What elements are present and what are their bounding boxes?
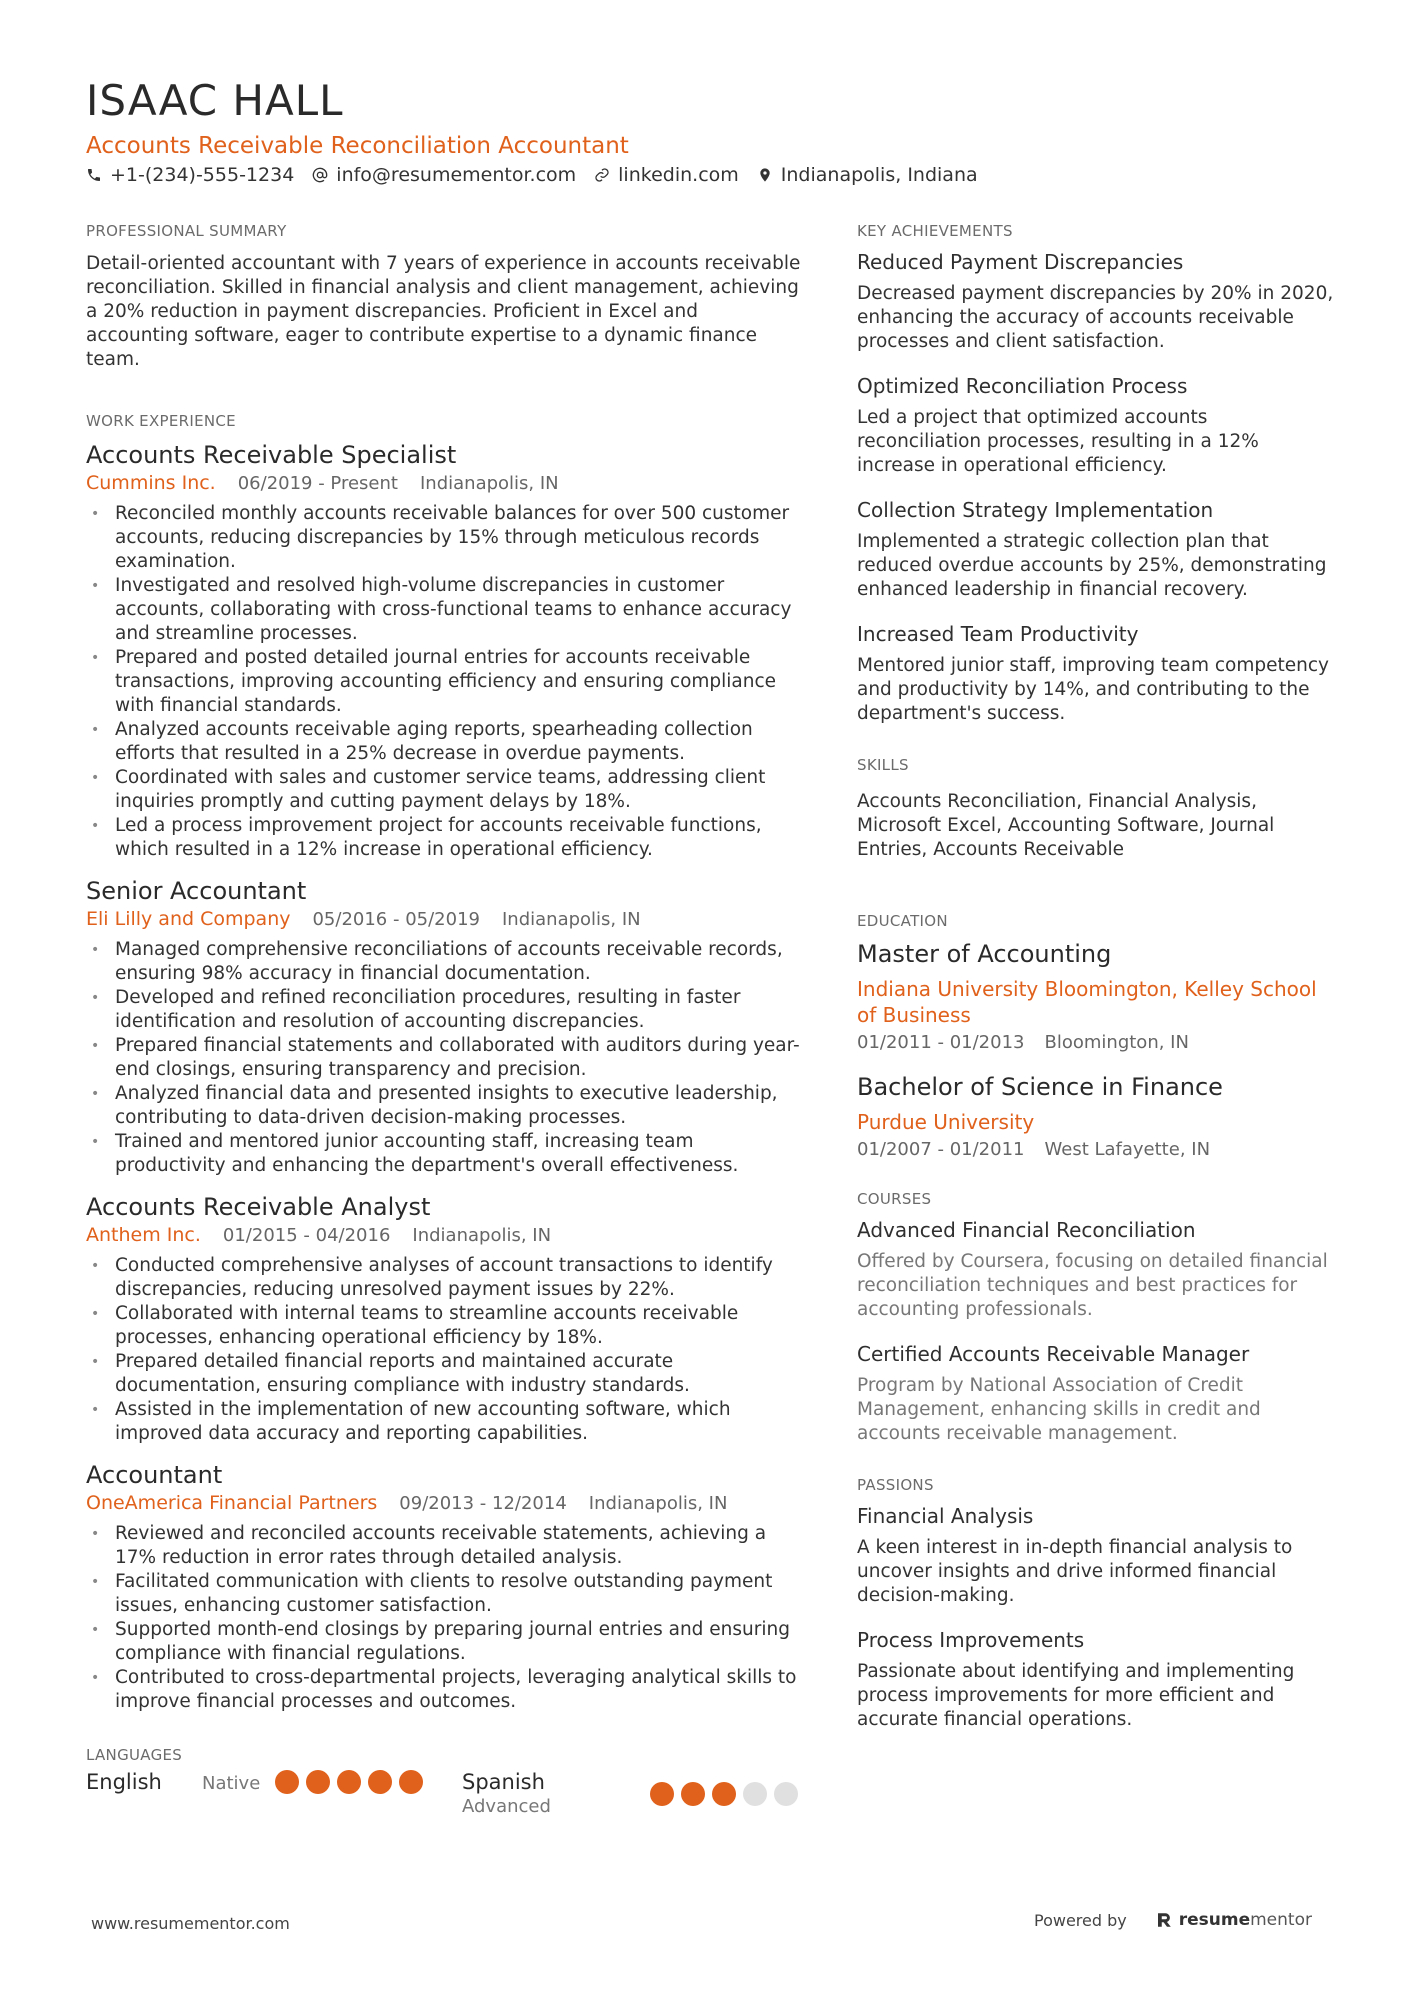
rating-dot-filled	[337, 1770, 361, 1794]
achievements-heading: KEY ACHIEVEMENTS	[857, 222, 1013, 240]
location-text: Indianapolis, Indiana	[780, 164, 978, 186]
language-name: Spanish	[462, 1770, 545, 1794]
job-dates: 01/2015 - 04/2016	[222, 1225, 391, 1246]
job-company: Cummins Inc.	[86, 472, 216, 494]
achievement-item	[857, 498, 1337, 602]
summary-heading: PROFESSIONAL SUMMARY	[86, 222, 287, 240]
course-item	[857, 1218, 1337, 1322]
job-bullet: • Reconciled monthly accounts receivable balances for over 500 customer accounts, reducing discrepancies by 15% through meticulous records examination.	[86, 502, 806, 574]
language-spanish	[462, 1770, 805, 1817]
education-meta	[857, 1139, 1337, 1160]
experience-heading: WORK EXPERIENCE	[86, 412, 236, 430]
candidate-title: Accounts Receivable Reconciliation Accountant	[86, 133, 629, 159]
passion-title: Process Improvements	[857, 1628, 1085, 1652]
passion-desc: Passionate about identifying and implementing process improvements for more efficient and accurate financial operations.	[857, 1661, 1295, 1730]
job-bullets	[86, 938, 806, 1178]
rating-dot-filled	[275, 1770, 299, 1794]
rating-dot-empty	[774, 1782, 798, 1806]
email-text: info@resumementor.com	[336, 164, 577, 186]
language-rating	[650, 1782, 805, 1806]
course-desc: Offered by Coursera, focusing on detailed financial reconciliation techniques and best practices for accounting professionals.	[857, 1251, 1328, 1320]
job-location: Indianapolis, IN	[412, 1225, 552, 1246]
rating-dot-filled	[712, 1782, 736, 1806]
job-bullet: • Reviewed and reconciled accounts receivable statements, achieving a 17% reduction in error rates through detailed analysis.	[86, 1522, 806, 1570]
education-item	[857, 1073, 1337, 1160]
phone-text: +1-(234)-555-1234	[110, 164, 295, 186]
education-item	[857, 940, 1337, 1053]
languages-row	[86, 1770, 806, 1817]
achievement-desc: Implemented a strategic collection plan that reduced overdue accounts by 25%, demonstrating enhanced leadership in financial recovery.	[857, 531, 1327, 600]
language-info	[462, 1770, 650, 1817]
passion-title: Financial Analysis	[857, 1504, 1034, 1528]
left-column	[86, 222, 806, 1817]
education-degree: Master of Accounting	[857, 940, 1112, 968]
rating-dot-filled	[368, 1770, 392, 1794]
job-bullet: • Prepared detailed financial reports and maintained accurate documentation, ensuring compliance with industry standards.	[86, 1350, 806, 1398]
achievement-item	[857, 622, 1337, 726]
location-pin-icon	[757, 167, 773, 183]
passion-desc: A keen interest in in-depth financial analysis to uncover insights and drive informed financial decision-making.	[857, 1537, 1293, 1606]
job-bullet: • Conducted comprehensive analyses of account transactions to identify discrepancies, reducing unresolved payment issues by 22%.	[86, 1254, 806, 1302]
education-degree: Bachelor of Science in Finance	[857, 1073, 1223, 1101]
education-list	[857, 940, 1337, 1160]
job-bullet: • Coordinated with sales and customer service teams, addressing client inquiries promptly and cutting payment delays by 18%.	[86, 766, 806, 814]
job-bullet: • Managed comprehensive reconciliations of accounts receivable records, ensuring 98% accuracy in financial documentation.	[86, 938, 806, 986]
job-bullet: • Trained and mentored junior accounting staff, increasing team productivity and enhancing the department's overall effectiveness.	[86, 1130, 806, 1178]
brand-part-b: mentor	[1250, 1910, 1312, 1930]
link-icon	[594, 167, 610, 183]
education-dates: 01/2007 - 01/2011	[857, 1139, 1025, 1160]
education-dates: 01/2011 - 01/2013	[857, 1032, 1025, 1053]
job-location: Indianapolis, IN	[588, 1493, 728, 1514]
course-title: Certified Accounts Receivable Manager	[857, 1342, 1250, 1366]
achievement-title: Optimized Reconciliation Process	[857, 374, 1188, 398]
job-company: OneAmerica Financial Partners	[86, 1492, 378, 1514]
job-title: Senior Accountant	[86, 877, 307, 905]
skills-heading: SKILLS	[857, 756, 909, 774]
summary-text: Detail-oriented accountant with 7 years of experience in accounts receivable reconciliation. Skilled in financial analysis and client management, achieving a 20% reduction in payment discrepancies. Proficient in Excel and accounting software, eager to contribute expertise to a dynamic finance team.	[86, 253, 801, 370]
achievement-item	[857, 374, 1337, 478]
job-bullets	[86, 1254, 806, 1446]
language-level: Native	[202, 1773, 261, 1794]
achievement-desc: Led a project that optimized accounts reconciliation processes, resulting in a 12% increase in operational efficiency.	[857, 407, 1259, 476]
job-bullet: • Prepared financial statements and collaborated with auditors during year-end closings, ensuring transparency and precision.	[86, 1034, 806, 1082]
achievement-list	[857, 250, 1337, 726]
rating-dot-empty	[743, 1782, 767, 1806]
education-location: West Lafayette, IN	[1044, 1139, 1211, 1160]
job-meta	[86, 1224, 806, 1246]
job-bullet: • Developed and refined reconciliation procedures, resulting in faster identification and resolution of accounting discrepancies.	[86, 986, 806, 1034]
job-bullet: • Prepared and posted detailed journal entries for accounts receivable transactions, improving accounting efficiency and ensuring compliance with financial standards.	[86, 646, 806, 718]
passion-list	[857, 1504, 1337, 1732]
job-location: Indianapolis, IN	[501, 909, 641, 930]
candidate-name: ISAAC HALL	[86, 76, 344, 125]
education-meta	[857, 1032, 1337, 1053]
job-title: Accounts Receivable Analyst	[86, 1193, 431, 1221]
course-desc: Program by National Association of Credit Management, enhancing skills in credit and accounts receivable management.	[857, 1375, 1261, 1444]
achievement-desc: Decreased payment discrepancies by 20% in 2020, enhancing the accuracy of accounts receivable processes and client satisfaction.	[857, 283, 1334, 352]
passion-item	[857, 1628, 1337, 1732]
footer-website[interactable]: www.resumementor.com	[91, 1914, 290, 1933]
job-bullet: • Investigated and resolved high-volume discrepancies in customer accounts, collaborating with cross-functional teams to enhance accuracy and streamline processes.	[86, 574, 806, 646]
education-school: Purdue University	[857, 1110, 1035, 1134]
passions-heading: PASSIONS	[857, 1476, 934, 1494]
summary-section	[86, 222, 806, 372]
job-bullets	[86, 1522, 806, 1714]
job-entry	[86, 876, 806, 1178]
linkedin-text: linkedin.com	[618, 164, 739, 186]
footer-branding	[1034, 1910, 1312, 1930]
contact-email[interactable]	[312, 164, 576, 186]
education-section	[857, 912, 1337, 1160]
resumementor-logo-icon	[1155, 1911, 1173, 1929]
rating-dot-filled	[681, 1782, 705, 1806]
job-meta	[86, 908, 806, 930]
contact-phone[interactable]	[86, 164, 294, 186]
job-bullet: • Supported month-end closings by preparing journal entries and ensuring compliance with financial regulations.	[86, 1618, 806, 1666]
skills-section	[857, 756, 1337, 862]
achievement-title: Increased Team Productivity	[857, 622, 1139, 646]
contact-location	[757, 164, 978, 186]
achievement-title: Collection Strategy Implementation	[857, 498, 1214, 522]
education-school: Indiana University Bloomington, Kelley School of Business	[857, 977, 1317, 1027]
brand-part-a: resume	[1178, 1910, 1251, 1930]
course-item	[857, 1342, 1337, 1446]
courses-heading: COURSES	[857, 1190, 932, 1208]
job-dates: 05/2016 - 05/2019	[312, 909, 480, 930]
education-heading: EDUCATION	[857, 912, 948, 930]
job-bullet: • Facilitated communication with clients to resolve outstanding payment issues, enhancing customer satisfaction.	[86, 1570, 806, 1618]
courses-section	[857, 1190, 1337, 1446]
contact-bar	[86, 164, 996, 186]
experience-section	[86, 412, 806, 1714]
rating-dot-filled	[650, 1782, 674, 1806]
passion-item	[857, 1504, 1337, 1608]
job-location: Indianapolis, IN	[419, 473, 559, 494]
achievement-title: Reduced Payment Discrepancies	[857, 250, 1184, 274]
job-bullet: • Assisted in the implementation of new accounting software, which improved data accuracy and reporting capabilities.	[86, 1398, 806, 1446]
job-company: Eli Lilly and Company	[86, 908, 291, 930]
rating-dot-filled	[399, 1770, 423, 1794]
language-english	[86, 1770, 462, 1794]
language-rating	[275, 1770, 430, 1794]
at-icon	[312, 167, 328, 183]
achievement-desc: Mentored junior staff, improving team competency and productivity by 14%, and contributing to the department's success.	[857, 655, 1329, 724]
job-meta	[86, 1492, 806, 1514]
job-bullet: • Contributed to cross-departmental projects, leveraging analytical skills to improve financial processes and outcomes.	[86, 1666, 806, 1714]
languages-heading: LANGUAGES	[86, 1746, 183, 1764]
job-title: Accountant	[86, 1461, 223, 1489]
achievement-item	[857, 250, 1337, 354]
contact-linkedin[interactable]	[594, 164, 739, 186]
job-company: Anthem Inc.	[86, 1224, 201, 1246]
job-entry	[86, 440, 806, 862]
course-title: Advanced Financial Reconciliation	[857, 1218, 1196, 1242]
brand-name	[1179, 1910, 1312, 1930]
job-dates: 06/2019 - Present	[237, 473, 398, 494]
job-dates: 09/2013 - 12/2014	[399, 1493, 567, 1514]
right-column	[857, 222, 1337, 1752]
job-bullet: • Analyzed financial data and presented insights to executive leadership, contributing to data-driven decision-making processes.	[86, 1082, 806, 1130]
rating-dot-filled	[306, 1770, 330, 1794]
achievements-section	[857, 222, 1337, 726]
job-list	[86, 440, 806, 1714]
powered-by-label: Powered by	[1034, 1910, 1127, 1930]
skills-text: Accounts Reconciliation, Financial Analysis, Microsoft Excel, Accounting Software, Journal Entries, Accounts Receivable	[857, 791, 1275, 860]
language-name: English	[86, 1770, 162, 1794]
languages-section	[86, 1746, 806, 1817]
course-list	[857, 1218, 1337, 1446]
job-entry	[86, 1460, 806, 1714]
job-bullet: • Led a process improvement project for accounts receivable functions, which resulted in a 12% increase in operational efficiency.	[86, 814, 806, 862]
job-bullets	[86, 502, 806, 862]
job-bullet: • Collaborated with internal teams to streamline accounts receivable processes, enhancing operational efficiency by 18%.	[86, 1302, 806, 1350]
education-location: Bloomington, IN	[1044, 1032, 1189, 1053]
phone-icon	[86, 167, 102, 183]
passions-section	[857, 1476, 1337, 1732]
job-title: Accounts Receivable Specialist	[86, 441, 457, 469]
job-entry	[86, 1192, 806, 1446]
job-bullet: • Analyzed accounts receivable aging reports, spearheading collection efforts that resulted in a 25% decrease in overdue payments.	[86, 718, 806, 766]
job-meta	[86, 472, 806, 494]
language-level: Advanced	[462, 1796, 551, 1817]
